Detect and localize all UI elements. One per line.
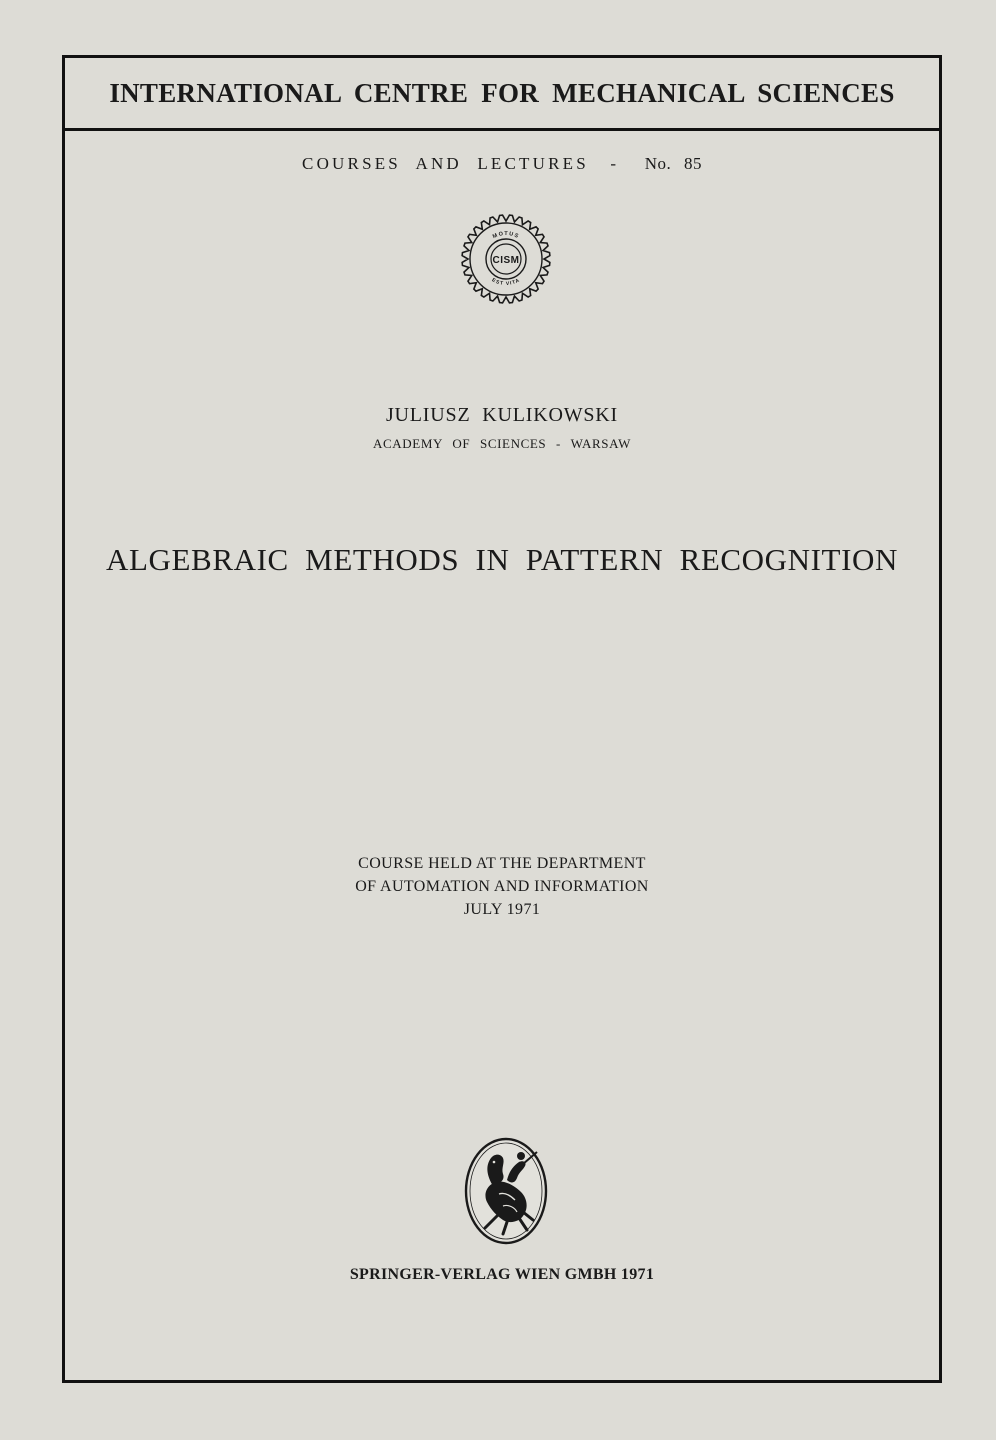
cover-frame (62, 55, 942, 1383)
springer-knight-horse-emblem-icon (463, 1136, 549, 1246)
cism-gear-seal-icon (460, 213, 552, 305)
series-separator: - (610, 154, 620, 173)
course-note-line-1: COURSE HELD AT THE DEPARTMENT (358, 855, 646, 872)
author-affiliation: ACADEMY OF SCIENCES - WARSAW (373, 436, 631, 451)
series-label: COURSES AND LECTURES (302, 154, 589, 173)
seal-arc-bottom: EST VITA (490, 277, 522, 288)
series-number: No. 85 (644, 154, 702, 173)
book-title: ALGEBRAIC METHODS IN PATTERN RECOGNITION (106, 542, 898, 577)
series-line (65, 154, 939, 174)
seal-center-text: CISM (492, 255, 520, 266)
seal-arc-top: MOTUS (491, 230, 521, 241)
course-note (65, 852, 939, 921)
header-band (65, 58, 939, 131)
institution-name: INTERNATIONAL CENTRE FOR MECHANICAL SCIENCES (109, 77, 895, 108)
course-note-line-2: OF AUTOMATION AND INFORMATION (355, 878, 649, 895)
publisher-imprint: SPRINGER-VERLAG WIEN GMBH 1971 (349, 1266, 655, 1283)
course-note-line-3: JULY 1971 (463, 901, 541, 918)
author-name: JULIUSZ KULIKOWSKI (385, 404, 619, 426)
